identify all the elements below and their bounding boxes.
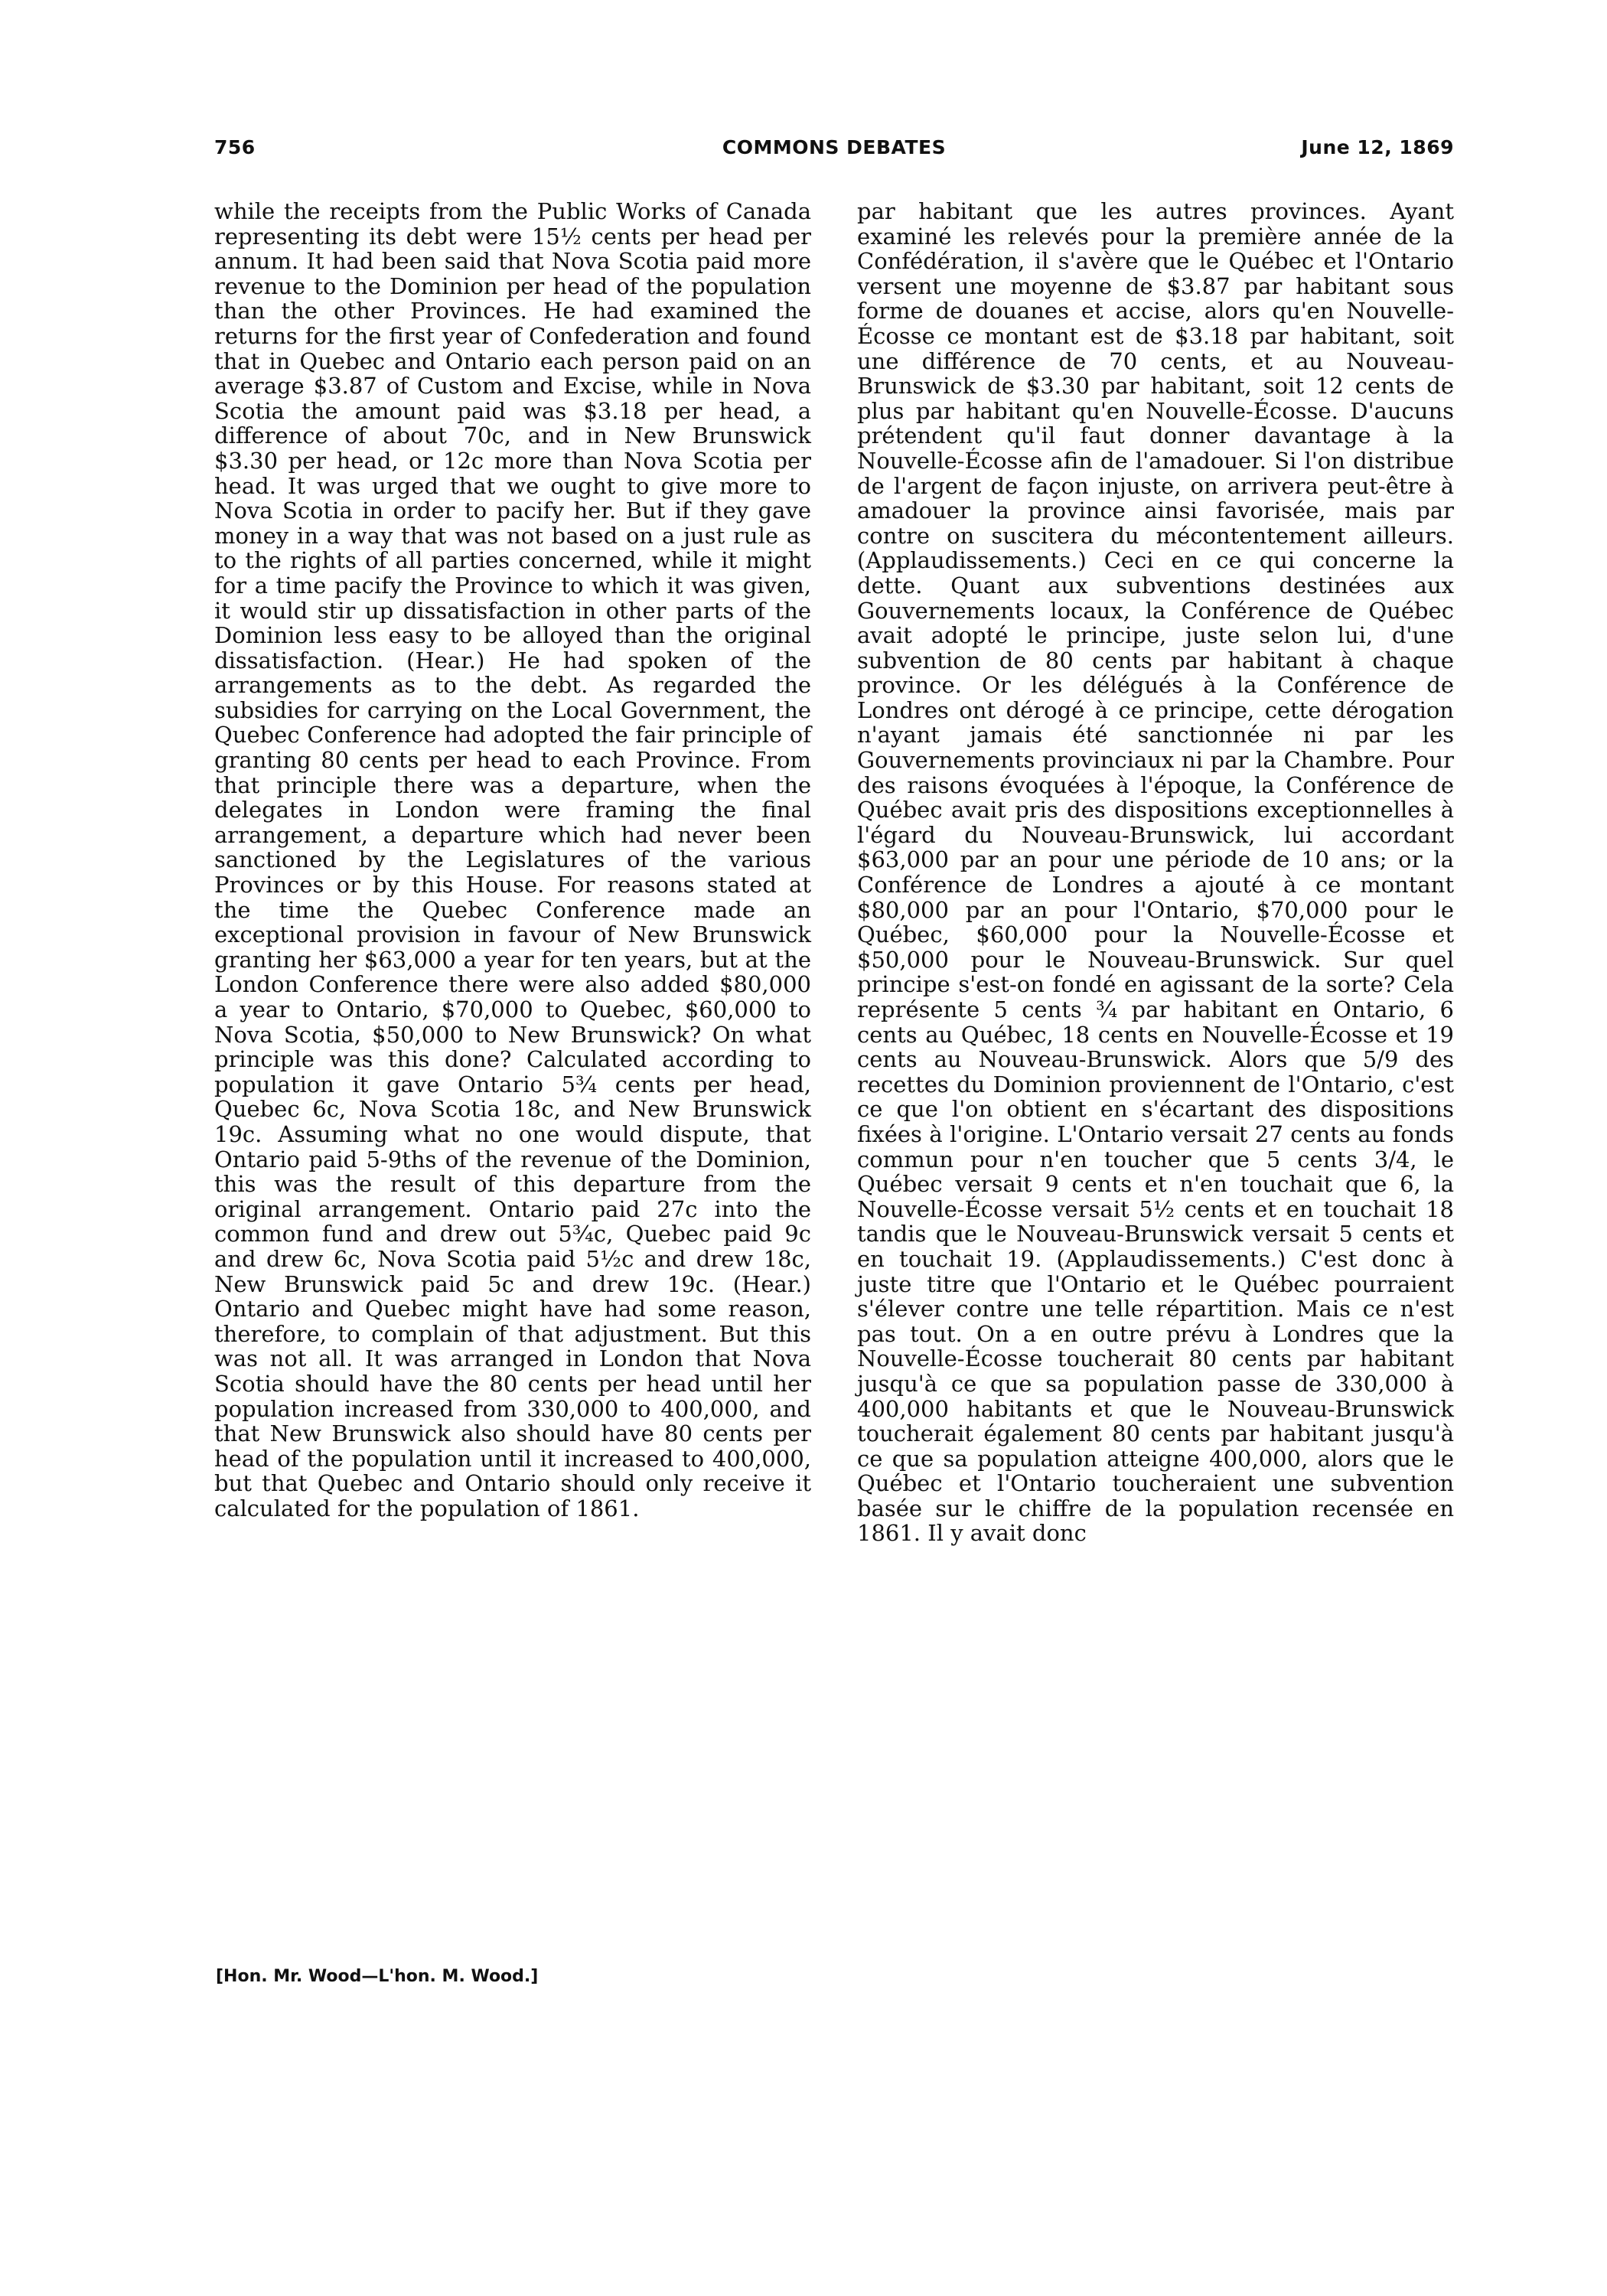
- running-header: [214, 136, 1454, 174]
- speaker-footer: [Hon. Mr. Wood—L'hon. M. Wood.]: [216, 1967, 539, 1986]
- page-number: 756: [214, 136, 256, 158]
- english-column: while the receipts from the Public Works of Canada representing its debt were 15½ cents per head per annum. It had been said that Nova Scotia paid more revenue to the Dominion per head of the population than the other Provinces. He had examined the returns for the first year of Confederation and found that in Quebec and Ontario each person paid on an average $3.87 of Custom and Excise, while in Nova Scotia the amount paid was $3.18 per head, a difference of about 70c, and in New Brunswick $3.30 per head, or 12c more than Nova Scotia per head. It was urged that we ought to give more to Nova Scotia in order to pacify her. But if they gave money in a way that was not based on a just rule as to the rights of all parties concerned, while it might for a time pacify the Province to which it was given, it would stir up dissatisfaction in other parts of the Dominion less easy to be alloyed than the original dissatisfaction. (Hear.) He had spoken of the arrangements as to the debt. As regarded the subsidies for carrying on the Local Government, the Quebec Conference had adopted the fair principle of granting 80 cents per head to each Province. From that principle there was a departure, when the delegates in London were framing the final arrangement, a departure which had never been sanctioned by the Legislatures of the various Provinces or by this House. For reasons stated at the time the Quebec Conference made an exceptional provision in favour of New Brunswick granting her $63,000 a year for ten years, but at the London Conference there were also added $80,000 a year to Ontario, $70,000 to Quebec, $60,000 to Nova Scotia, $50,000 to New Brunswick? On what principle was this done? Calculated according to population it gave Ontario 5¾ cents per head, Quebec 6c, Nova Scotia 18c, and New Brunswick 19c. Assuming what no one would dispute, that Ontario paid 5-9ths of the revenue of the Dominion, this was the result of this departure from the original arrangement. Ontario paid 27c into the common fund and drew out 5¾c, Quebec paid 9c and drew 6c, Nova Scotia paid 5½c and drew 18c, New Brunswick paid 5c and drew 19c. (Hear.) Ontario and Quebec might have had some reason, therefore, to complain of that adjustment. But this was not all. It was arranged in London that Nova Scotia should have the 80 cents per head until her population increased from 330,000 to 400,000, and that New Brunswick also should have 80 cents per head of the population until it increased to 400,000, but that Quebec and Ontario should only receive it calculated for the population of 1861.: [214, 198, 811, 1521]
- debate-date: June 12, 1869: [1301, 136, 1454, 158]
- french-column: par habitant que les autres provinces. Ayant examiné les relevés pour la première année de la Confédération, il s'avère que le Québec et l'Ontario versent une moyenne de $3.87 par habitant sous forme de douanes et accise, alors qu'en Nouvelle-Écosse ce montant est de $3.18 par habitant, soit une différence de 70 cents, et au Nouveau-Brunswick de $3.30 par habitant, soit 12 cents de plus par habitant qu'en Nouvelle-Écosse. D'aucuns prétendent qu'il faut donner davantage à la Nouvelle-Écosse afin de l'amadouer. Si l'on distribue de l'argent de façon injuste, on arrivera peut-être à amadouer la province ainsi favorisée, mais par contre on suscitera du mécontentement ailleurs. (Applaudissements.) Ceci en ce qui concerne la dette. Quant aux subventions destinées aux Gouvernements locaux, la Conférence de Québec avait adopté le principe, juste selon lui, d'une subvention de 80 cents par habitant à chaque province. Or les délégués à la Conférence de Londres ont dérogé à ce principe, cette dérogation n'ayant jamais été sanctionnée ni par les Gouvernements provinciaux ni par la Chambre. Pour des raisons évoquées à l'époque, la Conférence de Québec avait pris des dispositions exceptionnelles à l'égard du Nouveau-Brunswick, lui accordant $63,000 par an pour une période de 10 ans; or la Conférence de Londres a ajouté à ce montant $80,000 par an pour l'Ontario, $70,000 pour le Québec, $60,000 pour la Nouvelle-Écosse et $50,000 pour le Nouveau-Brunswick. Sur quel principe s'est-on fondé en agissant de la sorte? Cela représente 5 cents ¾ par habitant en Ontario, 6 cents au Québec, 18 cents en Nouvelle-Écosse et 19 cents au Nouveau-Brunswick. Alors que 5/9 des recettes du Dominion proviennent de l'Ontario, c'est ce que l'on obtient en s'écartant des dispositions fixées à l'origine. L'Ontario versait 27 cents au fonds commun pour n'en toucher que 5 cents 3/4, le Québec versait 9 cents et n'en touchait que 6, la Nouvelle-Écosse versait 5½ cents et en touchait 18 tandis que le Nouveau-Brunswick versait 5 cents et en touchait 19. (Applaudissements.) C'est donc à juste titre que l'Ontario et le Québec pourraient s'élever contre une telle répartition. Mais ce n'est pas tout. On a en outre prévu à Londres que la Nouvelle-Écosse toucherait 80 cents par habitant jusqu'à ce que sa population passe de 330,000 à 400,000 habitants et que le Nouveau-Brunswick toucherait également 80 cents par habitant jusqu'à ce que sa population atteigne 400,000, alors que le Québec et l'Ontario toucheraient une subvention basée sur le chiffre de la population recensée en 1861. Il y avait donc: [857, 198, 1454, 1547]
- publication-title: COMMONS DEBATES: [722, 136, 947, 158]
